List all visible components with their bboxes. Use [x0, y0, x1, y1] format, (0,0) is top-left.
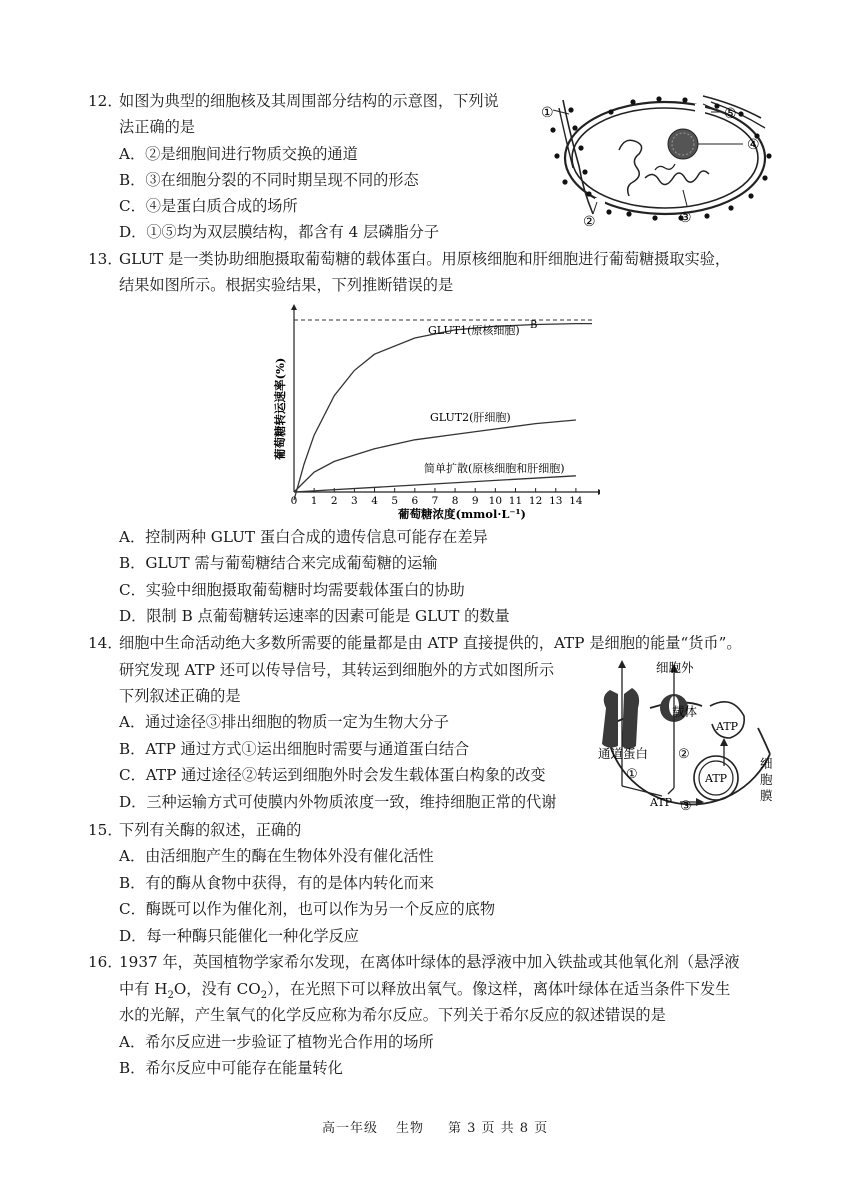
label-route-1: ①	[626, 767, 638, 782]
x-tick-label: 12	[528, 495, 543, 507]
q16-number: 16．	[88, 953, 123, 971]
series-label-2: 简单扩散(原核细胞和肝细胞)	[424, 462, 565, 475]
q16-stem-line2: 中有 $H_2O$，没有 $CO_2$），在光照下可以释放出氧气。像这样，离体叶绿体在适当条件下发生	[119, 980, 731, 1002]
label-carrier: 载体	[672, 704, 698, 719]
label-5: ⑤	[724, 106, 737, 122]
x-tick-label: 7	[431, 495, 439, 507]
x-tick-label: 5	[391, 495, 399, 507]
q14-option-b: B．ATP 通过方式①运出细胞时需要与通道蛋白结合	[119, 740, 470, 758]
q13-stem-line2: 结果如图所示。根据实验结果，下列推断错误的是	[119, 276, 454, 294]
q13-option-c: C．实验中细胞摄取葡萄糖时均需要载体蛋白的协助	[119, 581, 465, 599]
q13-option-d: D．限制 B 点葡萄糖转运速率的因素可能是 GLUT 的数量	[119, 607, 510, 625]
footer-subject: 生物	[396, 1121, 425, 1136]
label-membrane-1: 细	[760, 756, 773, 771]
series-line-1	[294, 420, 576, 492]
q16-stem-line1: 1937 年，英国植物学家希尔发现，在离体叶绿体的悬浮液中加入铁盐或其他氧化剂（悬浮液	[119, 953, 740, 971]
label-outside: 细胞外	[656, 660, 694, 675]
x-tick-label: 8	[451, 495, 459, 507]
x-tick-label: 0	[290, 495, 298, 507]
q14-option-a: A．通过途径③排出细胞的物质一定为生物大分子	[119, 713, 449, 731]
q13-option-a: A．控制两种 GLUT 蛋白合成的遗传信息可能存在差异	[119, 528, 488, 546]
q15-stem: 下列有关酶的叙述，正确的	[119, 821, 302, 839]
label-channel: 通道蛋白	[598, 746, 649, 761]
x-tick-label: 6	[411, 495, 419, 507]
label-1: ①	[541, 105, 554, 121]
q14-option-c: C．ATP 通过途径②转运到细胞外时会发生载体蛋白构象的改变	[119, 766, 546, 784]
x-axis-arrow	[598, 489, 600, 495]
x-tick-label: 10	[488, 495, 503, 507]
q12-option-a: A．②是细胞间进行物质交换的通道	[119, 145, 358, 163]
q15-option-c: C．酶既可以作为催化剂，也可以作为另一个反应的底物	[119, 900, 496, 918]
q16-option-b: B．希尔反应中可能存在能量转化	[119, 1059, 343, 1077]
y-axis-arrow	[291, 304, 297, 310]
label-membrane-3: 膜	[760, 788, 773, 803]
label-membrane-2: 胞	[760, 772, 773, 787]
label-route-2: ②	[678, 747, 690, 762]
x-tick-label: 11	[508, 495, 523, 507]
x-tick-label: 14	[569, 495, 583, 507]
x-tick-label: 4	[371, 495, 378, 507]
label-route-3: ③	[680, 799, 692, 814]
footer-page: 第 3 页 共 8 页	[448, 1121, 549, 1136]
q13-stem-line1: GLUT 是一类协助细胞摄取葡萄糖的载体蛋白。用原核细胞和肝细胞进行葡萄糖摄取实验，	[119, 250, 731, 268]
footer-grade: 高一年级	[322, 1121, 379, 1136]
label-atp-vesicle: ATP	[705, 772, 728, 785]
atp-transport-diagram	[592, 658, 782, 840]
q12-option-c: C．④是蛋白质合成的场所	[119, 197, 298, 215]
q14-stem-line3: 下列叙述正确的是	[119, 687, 241, 705]
x-tick-label: 1	[310, 495, 318, 507]
y-axis-label: 葡萄糖转运速率(%)	[273, 357, 287, 460]
x-tick-label: 13	[549, 495, 563, 507]
series-label-1: GLUT2(肝细胞)	[430, 411, 511, 424]
label-2: ②	[583, 214, 596, 230]
label-atp-in: ATP	[650, 796, 673, 809]
glucose-transport-chart	[270, 300, 600, 520]
q12-stem-line1: 如图为典型的细胞核及其周围部分结构的示意图，下列说	[119, 92, 499, 110]
q14-stem-line2: 研究发现 ATP 还可以传导信号，其转运到细胞外的方式如图所示	[119, 661, 555, 679]
q14-stem-line1: 细胞中生命活动绝大多数所需要的能量都是由 ATP 直接提供的，ATP 是细胞的能量“货币”。	[119, 634, 742, 652]
q12-number: 12．	[88, 92, 123, 110]
q15-option-d: D．每一种酶只能催化一种化学反应	[119, 927, 359, 945]
q12-option-d: D．①⑤均为双层膜结构，都含有 4 层磷脂分子	[119, 223, 440, 241]
x-tick-label: 2	[330, 495, 338, 507]
q14-number: 14．	[88, 634, 123, 652]
q13-option-b: B．GLUT 需与葡萄糖结合来完成葡萄糖的运输	[119, 554, 438, 572]
x-axis-label: 葡萄糖浓度(mmol·L⁻¹)	[398, 507, 526, 520]
label-3: ③	[679, 210, 692, 226]
q14-option-d: D．三种运输方式可使膜内外物质浓度一致，维持细胞正常的代谢	[119, 793, 557, 811]
series-label-0: GLUT1(原核细胞)	[428, 324, 520, 337]
q12-option-b: B．③在细胞分裂的不同时期呈现不同的形态	[119, 171, 419, 189]
q12-stem-line2: 法正确的是	[119, 118, 195, 136]
x-tick-label: 3	[351, 495, 358, 507]
q15-option-b: B．有的酶从食物中获得，有的是体内转化而来	[119, 874, 434, 892]
label-atp-out: ATP	[716, 720, 739, 733]
q13-number: 13．	[88, 250, 123, 268]
nucleus-diagram	[535, 90, 775, 230]
label-4: ④	[747, 137, 760, 153]
q15-option-a: A．由活细胞产生的酶在生物体外没有催化活性	[119, 847, 434, 865]
point-b-label: B	[530, 320, 538, 331]
q15-number: 15．	[88, 821, 123, 839]
q16-stem-line3: 水的光解，产生氧气的化学反应称为希尔反应。下列关于希尔反应的叙述错误的是	[119, 1006, 666, 1024]
x-tick-label: 9	[471, 495, 479, 507]
q16-option-a: A．希尔反应进一步验证了植物光合作用的场所	[119, 1033, 434, 1051]
